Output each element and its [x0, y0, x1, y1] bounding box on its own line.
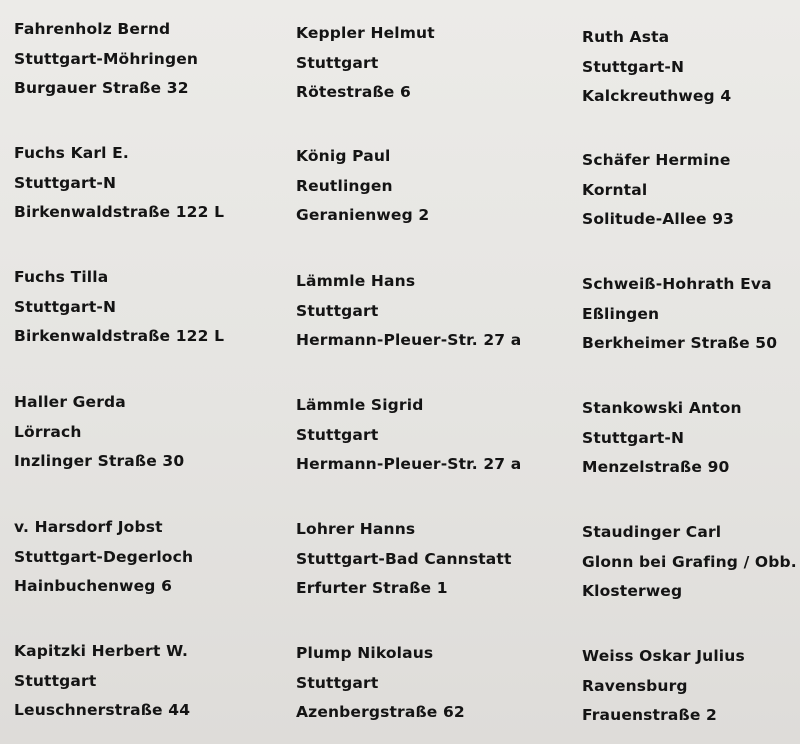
city: Lörrach: [14, 422, 82, 441]
person-name: Lämmle Sigrid: [296, 396, 424, 414]
street-address: Solitude-Allee 93: [582, 210, 735, 228]
address-entry: [296, 639, 556, 728]
person-name: Haller Gerda: [14, 393, 126, 411]
street-address: Leuschnerstraße 44: [14, 701, 191, 719]
street-address: Azenbergstraße 62: [296, 703, 465, 721]
street-address: Birkenwaldstraße 122 L: [14, 203, 225, 221]
person-name: Staudinger Carl: [582, 523, 722, 541]
address-entry: [14, 388, 274, 477]
address-entry: [296, 515, 556, 604]
city: Stuttgart: [14, 671, 97, 690]
address-entry: [296, 267, 556, 356]
street-address: Hainbuchenweg 6: [14, 577, 173, 595]
city: Reutlingen: [296, 176, 393, 195]
address-entry: [582, 518, 800, 607]
person-name: v. Harsdorf Jobst: [14, 518, 163, 536]
city: Stuttgart: [296, 301, 379, 320]
street-address: Berkheimer Straße 50: [582, 334, 778, 352]
street-address: Kalckreuthweg 4: [582, 87, 732, 105]
address-entry: [296, 19, 556, 108]
street-address: Frauenstraße 2: [582, 706, 717, 724]
city: Korntal: [582, 180, 648, 199]
person-name: Lohrer Hanns: [296, 520, 416, 538]
address-entry: [14, 139, 274, 228]
address-entry: [582, 642, 800, 731]
city: Stuttgart-N: [14, 297, 117, 316]
street-address: Burgauer Straße 32: [14, 79, 189, 97]
person-name: Stankowski Anton: [582, 399, 742, 417]
street-address: Hermann-Pleuer-Str. 27 a: [296, 455, 522, 473]
street-address: Klosterweg: [582, 582, 683, 600]
street-address: Erfurter Straße 1: [296, 579, 448, 597]
street-address: Birkenwaldstraße 122 L: [14, 327, 225, 345]
city: Stuttgart-Bad Cannstatt: [296, 549, 512, 568]
city: Stuttgart-N: [14, 173, 117, 192]
city: Stuttgart: [296, 53, 379, 72]
address-entry: [582, 394, 800, 483]
person-name: Schäfer Hermine: [582, 151, 731, 169]
street-address: Inzlinger Straße 30: [14, 452, 185, 470]
city: Stuttgart: [296, 425, 379, 444]
person-name: Kapitzki Herbert W.: [14, 642, 189, 660]
person-name: König Paul: [296, 147, 391, 165]
address-entry: [14, 263, 274, 352]
city: Ravensburg: [582, 676, 688, 695]
person-name: Keppler Helmut: [296, 24, 435, 42]
city: Stuttgart-N: [582, 428, 685, 447]
city: Stuttgart-N: [582, 57, 685, 76]
city: Eßlingen: [582, 304, 660, 323]
person-name: Ruth Asta: [582, 28, 670, 46]
city: Stuttgart: [296, 673, 379, 692]
city: Glonn bei Grafing / Obb.: [582, 552, 797, 571]
address-entry: [582, 23, 800, 112]
person-name: Fuchs Karl E.: [14, 144, 129, 162]
person-name: Weiss Oskar Julius: [582, 647, 745, 665]
address-entry: [582, 270, 800, 359]
city: Stuttgart-Möhringen: [14, 49, 199, 68]
street-address: Menzelstraße 90: [582, 458, 730, 476]
city: Stuttgart-Degerloch: [14, 547, 194, 566]
address-entry: [296, 391, 556, 480]
address-entry: [14, 15, 274, 104]
address-entry: [14, 513, 274, 602]
person-name: Fahrenholz Bernd: [14, 20, 171, 38]
person-name: Schweiß-Hohrath Eva: [582, 275, 772, 293]
person-name: Plump Nikolaus: [296, 644, 434, 662]
address-entry: [296, 142, 556, 231]
person-name: Lämmle Hans: [296, 272, 416, 290]
person-name: Fuchs Tilla: [14, 268, 109, 286]
address-entry: [582, 146, 800, 235]
street-address: Geranienweg 2: [296, 206, 430, 224]
street-address: Rötestraße 6: [296, 83, 411, 101]
address-entry: [14, 637, 274, 726]
street-address: Hermann-Pleuer-Str. 27 a: [296, 331, 522, 349]
